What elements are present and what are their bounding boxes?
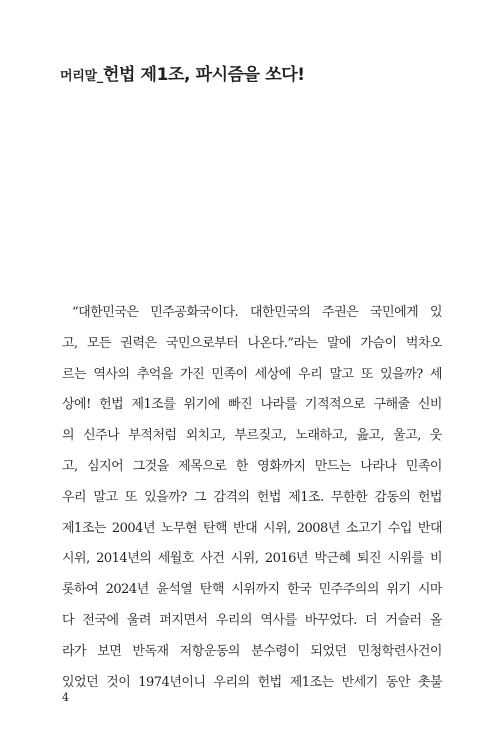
text-line: 롯하여 2024년 윤석열 탄핵 시위까지 한국 민주주의의 위기 시마 xyxy=(62,582,442,598)
text-line: 라가 보면 반독재 저항운동의 분수령이 되었던 민청학련사건이 xyxy=(62,643,442,659)
page-title: 헌법 제1조, 파시즘을 쏘다! xyxy=(102,65,305,85)
text-line: 고, 모든 권력은 국민으로부터 나온다.”라는 말에 가슴이 벅차오 xyxy=(62,335,442,351)
chapter-heading xyxy=(60,60,305,85)
text-line: 있었던 것이 1974년이니 우리의 헌법 제1조는 반세기 동안 촛불 xyxy=(62,674,442,690)
text-line: 다 전국에 울려 퍼지면서 우리의 역사를 바꾸었다. 더 거슬러 올 xyxy=(62,612,442,628)
text-line: 의 신주나 부적처럼 외치고, 부르짖고, 노래하고, 읊고, 울고, 웃 xyxy=(62,428,442,444)
text-line: 시위, 2014년의 세월호 사건 시위, 2016년 박근혜 퇴진 시위를 비 xyxy=(62,551,442,567)
text-line: “대한민국은 민주공화국이다. 대한민국의 주권은 국민에게 있 xyxy=(72,305,442,320)
text-line: 상에! 헌법 제1조를 위기에 빠진 나라를 기적적으로 구해줄 신비 xyxy=(62,397,442,413)
text-line: 제1조는 2004년 노무현 탄핵 반대 시위, 2008년 소고기 수입 반대 xyxy=(62,520,442,536)
body-paragraph xyxy=(62,298,442,698)
page-number: 4 xyxy=(62,691,69,704)
text-line: 고, 심지어 그것을 제목으로 한 영화까지 만드는 나라나 민족이 xyxy=(62,458,442,474)
text-line: 우리 말고 또 있을까? 그 감격의 헌법 제1조. 무한한 감동의 헌법 xyxy=(62,489,442,505)
preface-label: 머리말_ xyxy=(60,69,103,84)
text-line: 르는 역사의 추억을 가진 민족이 세상에 우리 말고 또 있을까? 세 xyxy=(62,366,442,382)
